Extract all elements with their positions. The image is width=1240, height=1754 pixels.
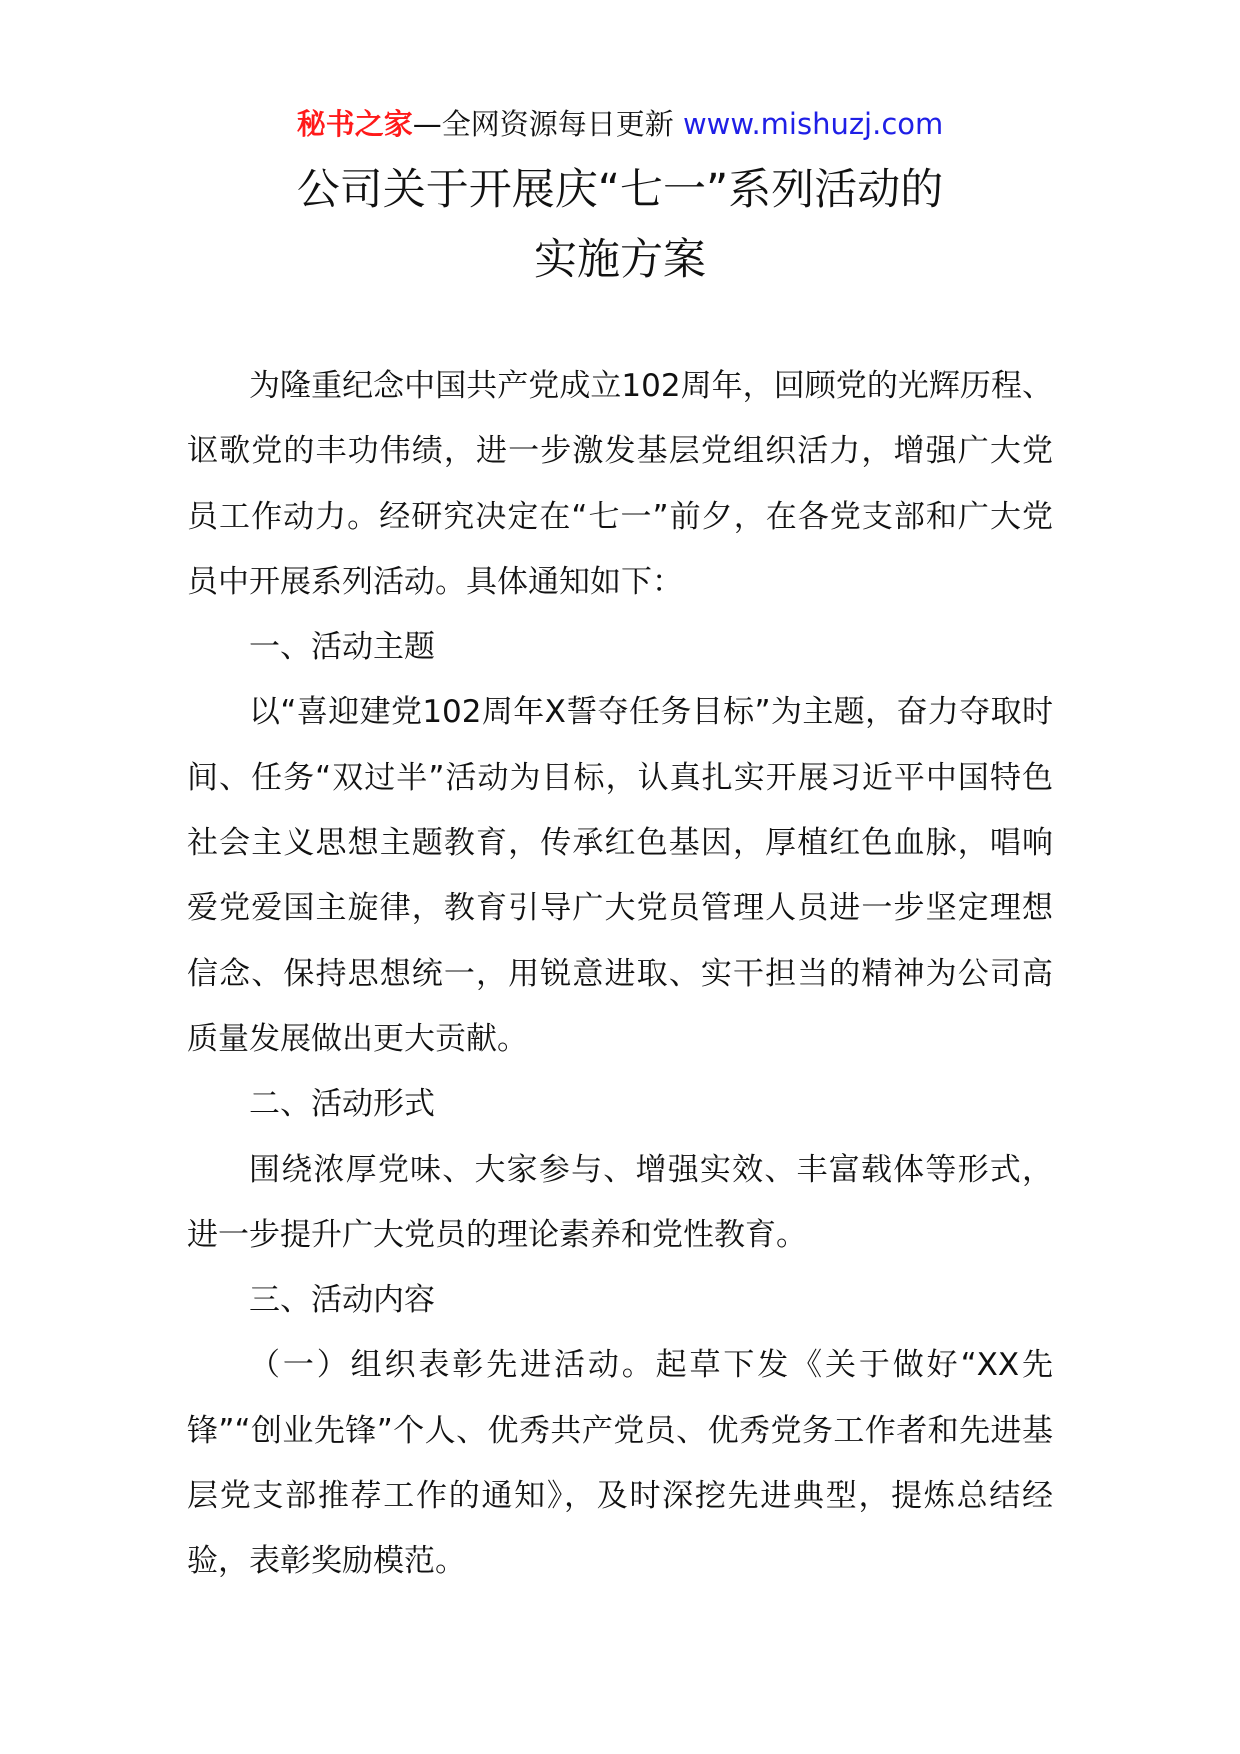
section-heading-theme: 一、活动主题 (249, 629, 435, 666)
document-title-line-1: 公司关于开展庆“七一”系列活动的 (296, 165, 944, 215)
site-header (0, 104, 1240, 144)
content-item-1-paragraph: （一）组织表彰先进活动。起草下发《关于做好“XX先锋”“创业先锋”个人、优秀共产党员、优秀党务工作者和先进基层党支部推荐工作的通知》，及时深挖先进典型，提炼总结经验，表彰奖励模范。 (187, 1347, 1053, 1580)
section-heading-content: 三、活动内容 (249, 1282, 435, 1319)
header-tagline: —全网资源每日更新 (412, 107, 674, 141)
document-body (187, 354, 1053, 1595)
section-heading-form: 二、活动形式 (249, 1086, 435, 1123)
intro-paragraph: 为隆重纪念中国共产党成立102周年，回顾党的光辉历程、讴歌党的丰功伟绩，进一步激发基层党组织活力，增强广大党员工作动力。经研究决定在“七一”前夕，在各党支部和广大党员中开展系列活动。具体通知如下： (187, 368, 1053, 600)
brand-name: 秘书之家 (296, 107, 413, 141)
document-title-line-2: 实施方案 (534, 235, 706, 285)
form-paragraph: 围绕浓厚党味、大家参与、增强实效、丰富载体等形式，进一步提升广大党员的理论素养和党性教育。 (187, 1151, 1053, 1253)
theme-paragraph: 以“喜迎建党102周年X誓夺任务目标”为主题，奋力夺取时间、任务“双过半”活动为目标，认真扎实开展习近平中国特色社会主义思想主题教育，传承红色基因，厚植红色血脉，唱响爱党爱国主旋律，教育引导广大党员管理人员进一步坚定理想信念、保持思想统一，用锐意进取、实干担当的精神为公司高质量发展做出更大贡献。 (187, 694, 1053, 1057)
site-url-link[interactable]: www.mishuzj.com (682, 107, 944, 141)
